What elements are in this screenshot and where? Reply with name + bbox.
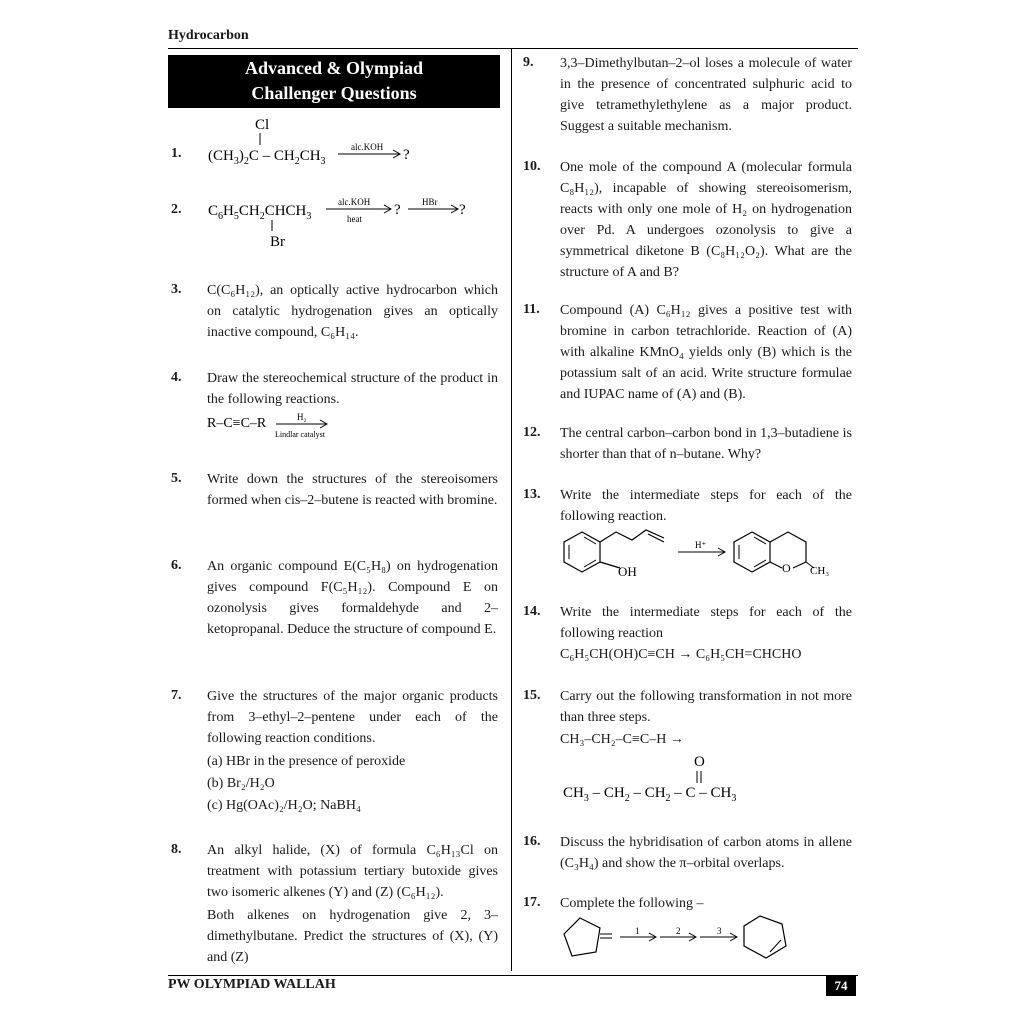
q2-reagent-bottom: heat <box>347 214 362 224</box>
q5-text: Write down the structures of the stereoisomers formed when cis–2–butene is reacted with bromine. <box>207 472 498 508</box>
q3-number: 3. <box>171 282 182 297</box>
q13-scheme <box>560 522 850 582</box>
footer-rule <box>168 975 858 976</box>
q13-reaction-svg <box>560 522 850 582</box>
q2-reaction-svg <box>206 193 506 253</box>
q7-option-b: (b) Br₂/H₂O <box>207 776 275 791</box>
q17-step2: 2 <box>676 926 681 936</box>
q15-equation: CH₃–CH₂–C≡C–H → <box>560 732 684 747</box>
q4-text: Draw the stereochemical structure of the product in the following reactions. <box>207 371 498 407</box>
q13-ch3-label: CH₃ <box>810 565 830 577</box>
q6-number: 6. <box>171 558 182 573</box>
q13-text: Write the intermediate steps for each of the following reaction. <box>560 488 852 524</box>
q2-reagent2: HBr <box>422 197 438 207</box>
q16-text: Discuss the hybridisation of carbon atoms in allene (C₃H₄) and show the π–orbital overlaps. <box>560 835 852 871</box>
q17-step3: 3 <box>717 926 722 936</box>
q2-reagent-top: alc.KOH <box>338 197 371 207</box>
q4-reactant: R–C≡C–R <box>207 416 267 431</box>
header-title: Hydrocarbon <box>168 28 249 43</box>
q11-text: Compound (A) C₆H₁₂ gives a positive test with bromine in carbon tetrachloride. Reaction of (A) with alkaline KMnO₄ yields only (B) which is the potassium salt of an acid. Write structure formulae and IUPAC name of (A) and (B). <box>560 303 852 402</box>
q2-equation <box>206 193 506 253</box>
q1-reagent: alc.KOH <box>351 142 384 152</box>
header-rule <box>168 48 858 49</box>
q17-number: 17. <box>523 895 541 910</box>
q13-number: 13. <box>523 487 541 502</box>
q8-number: 8. <box>171 842 182 857</box>
q14-equation: C₆H₅CH(OH)C≡CH → C₆H₅CH=CHCHO <box>560 647 802 662</box>
q4-reaction-svg <box>206 410 406 444</box>
q1-reactant: $(CH_3)_2C - CH_2CH_3$ <box>208 148 326 167</box>
q11-number: 11. <box>523 302 540 317</box>
q15-number: 15. <box>523 688 541 703</box>
q2-product: ? <box>459 202 466 218</box>
q10-number: 10. <box>523 159 541 174</box>
q17-step1: 1 <box>635 926 640 936</box>
q7-option-a: (a) HBr in the presence of peroxide <box>207 754 406 769</box>
q1-reaction-svg <box>206 112 506 172</box>
q1-equation <box>206 112 506 172</box>
q7-option-c: (c) Hg(OAc)₂/H₂O; NaBH₄ <box>207 798 361 813</box>
page-number: 74 <box>826 976 856 996</box>
q17-text: Complete the following – <box>560 896 704 911</box>
column-divider <box>511 49 512 971</box>
q15-product-svg <box>562 750 762 806</box>
q2-intermediate: ? <box>394 202 401 218</box>
q17-reaction-svg <box>560 912 800 964</box>
q12-number: 12. <box>523 425 541 440</box>
q6-text: An organic compound E(C₅H₈) on hydrogenation gives compound F(C₅H₁₂). Compound E on ozonolysis gives formaldehyde and 2–ketopropanal. Deduce the structure of compound E. <box>207 559 498 637</box>
q4-number: 4. <box>171 370 182 385</box>
q16-number: 16. <box>523 834 541 849</box>
q17-scheme <box>560 912 800 964</box>
q14-text: Write the intermediate steps for each of the following reaction <box>560 605 852 641</box>
q2-number: 2. <box>171 202 182 217</box>
banner-line2: Challenger Questions <box>251 83 417 103</box>
q13-reagent: H⁺ <box>695 540 707 550</box>
q3-text: C(C₆H₁₂), an optically active hydrocarbon which on catalytic hydrogenation gives an optically inactive compound, C₆H₁₄. <box>207 283 498 340</box>
banner-line1: Advanced & Olympiad <box>244 58 424 78</box>
q1-product: ? <box>403 147 410 163</box>
q1-number: 1. <box>171 146 182 161</box>
q2-br-label: Br <box>270 234 285 250</box>
q14-number: 14. <box>523 604 541 619</box>
q15-o-label: O <box>694 754 705 770</box>
q4-reagent-bottom: Lindlar catalyst <box>275 430 325 439</box>
q2-reactant: $C_6H_5CH_2CHCH_3$ <box>208 203 312 222</box>
q15-text: Carry out the following transformation in not more than three steps. <box>560 689 852 725</box>
q7-text: Give the structures of the major organic products from 3–ethyl–2–pentene under each of the following reaction conditions. <box>207 689 498 746</box>
q4-reagent-top: H₂ <box>297 412 307 422</box>
q8-text: An alkyl halide, (X) of formula C₆H₁₃Cl on treatment with potassium tertiary butoxide gives two isomeric alkenes (Y) and (Z) (C₆H₁₂). <box>207 843 498 900</box>
q9-number: 9. <box>523 55 534 70</box>
q5-number: 5. <box>171 471 182 486</box>
q8-text2: Both alkenes on hydrogenation give 2, 3–dimethylbutane. Predict the structures of (X), (Y) and (Z) <box>207 908 498 965</box>
section-banner <box>168 55 500 108</box>
q13-o-label: O <box>782 561 791 575</box>
q7-number: 7. <box>171 688 182 703</box>
q10-text: One mole of the compound A (molecular formula C₈H₁₂), incapable of showing stereoisomerism, reacts with only one mole of H₂ on hydrogenation over Pd. A undergoes ozonolysis to give a symmetrical diketone B (C₈H₁₂O₂). What are the structure of A and B? <box>560 160 852 280</box>
q12-text: The central carbon–carbon bond in 1,3–butadiene is shorter than that of n–butane. Why? <box>560 426 852 462</box>
q15-product <box>562 750 762 806</box>
q13-oh-label: OH <box>618 564 637 579</box>
q15-ketone: $CH_3 - CH_2 - CH_2$ – C – $CH_3$ <box>563 785 737 804</box>
footer-brand: PW OLYMPIAD WALLAH <box>168 977 336 992</box>
q1-cl-label: Cl <box>255 117 270 133</box>
q9-text: 3,3–Dimethylbutan–2–ol loses a molecule of water in the presence of concentrated sulphuric acid to give tetramethylethylene as a major product. Suggest a suitable mechanism. <box>560 56 852 134</box>
q4-equation <box>206 410 406 444</box>
